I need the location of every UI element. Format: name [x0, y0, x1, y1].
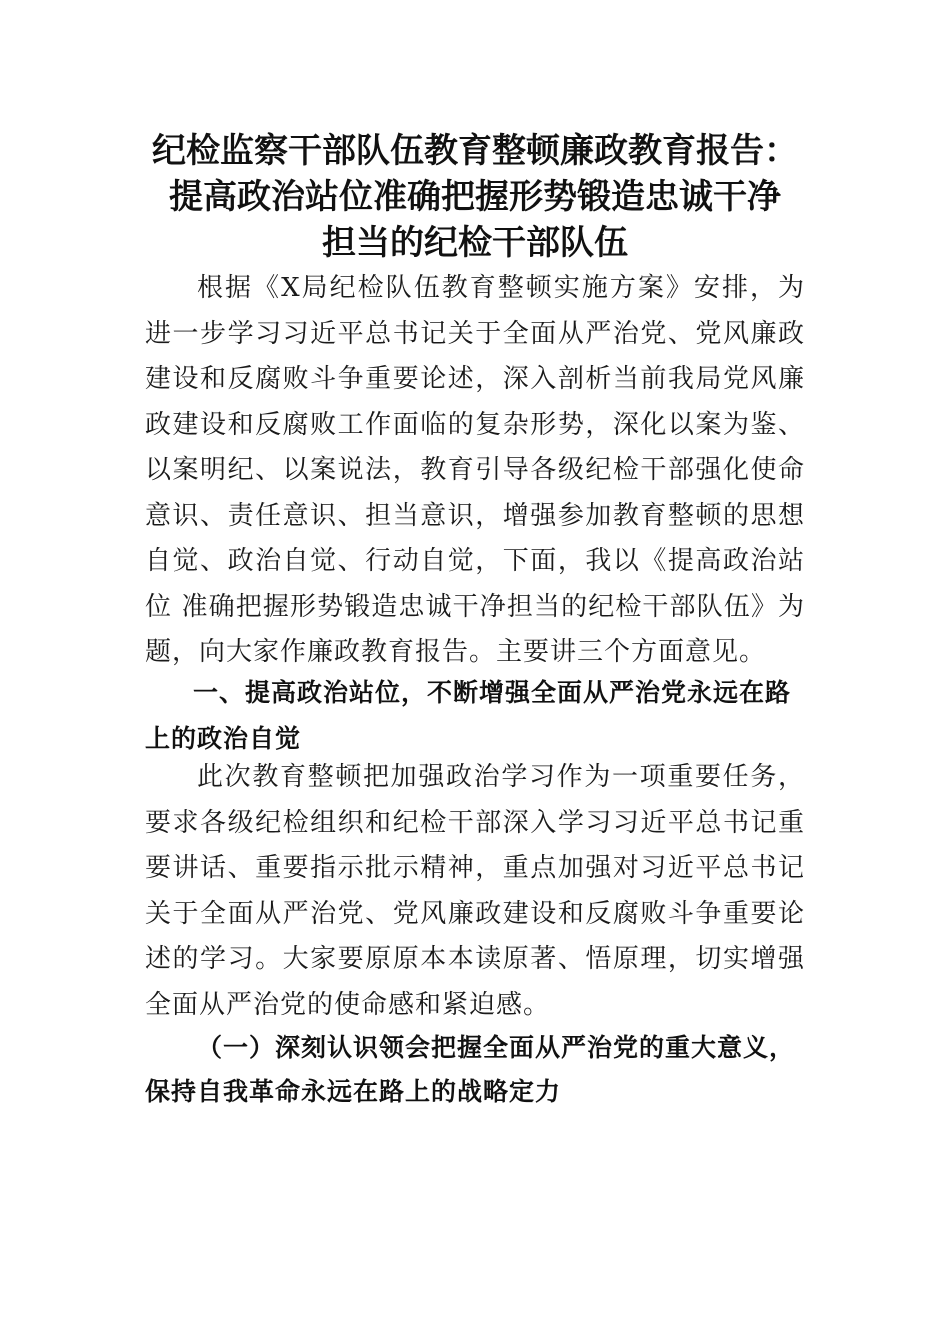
section-1-paragraph: 此次教育整顿把加强政治学习作为一项重要任务，要求各级纪检组织和纪检干部深入学习习近平总书记重要讲话、重要指示批示精神，重点加强对习近平总书记关于全面从严治党、党风廉政建设和反腐败斗争重要论述的学习。大家要原原本本读原著、悟原理，切实增强全面从严治党的使命感和紧迫感。 — [145, 762, 805, 1020]
title-line-1: 纪检监察干部队伍教育整顿廉政教育报告： — [152, 131, 798, 171]
section-heading-1: 一、提高政治站位，不断增强全面从严治党永远在路上的政治自觉 — [145, 678, 792, 753]
subsection-heading-1: （一）深刻认识领会把握全面从严治党的重大意义，保持自我革命永远在路上的战略定力 — [145, 1033, 796, 1106]
title-line-2: 提高政治站位准确把握形势锻造忠诚干净 — [169, 177, 781, 217]
document-title — [120, 128, 830, 266]
title-line-3: 担当的纪检干部队伍 — [322, 223, 628, 263]
intro-paragraph: 根据《X局纪检队伍教育整顿实施方案》安排，为进一步学习习近平总书记关于全面从严治党、党风廉政建设和反腐败斗争重要论述，深入剖析当前我局党风廉政建设和反腐败工作面临的复杂形势，深化以案为鉴、以案明纪、以案说法，教育引导各级纪检干部强化使命意识、责任意识、担当意识，增强参加教育整顿的思想自觉、政治自觉、行动自觉，下面，我以《提高政治站位 准确把握形势锻造忠诚干净担当的纪检干部队伍》为题，向大家作廉政教育报告。主要讲三个方面意见。 — [145, 273, 805, 667]
